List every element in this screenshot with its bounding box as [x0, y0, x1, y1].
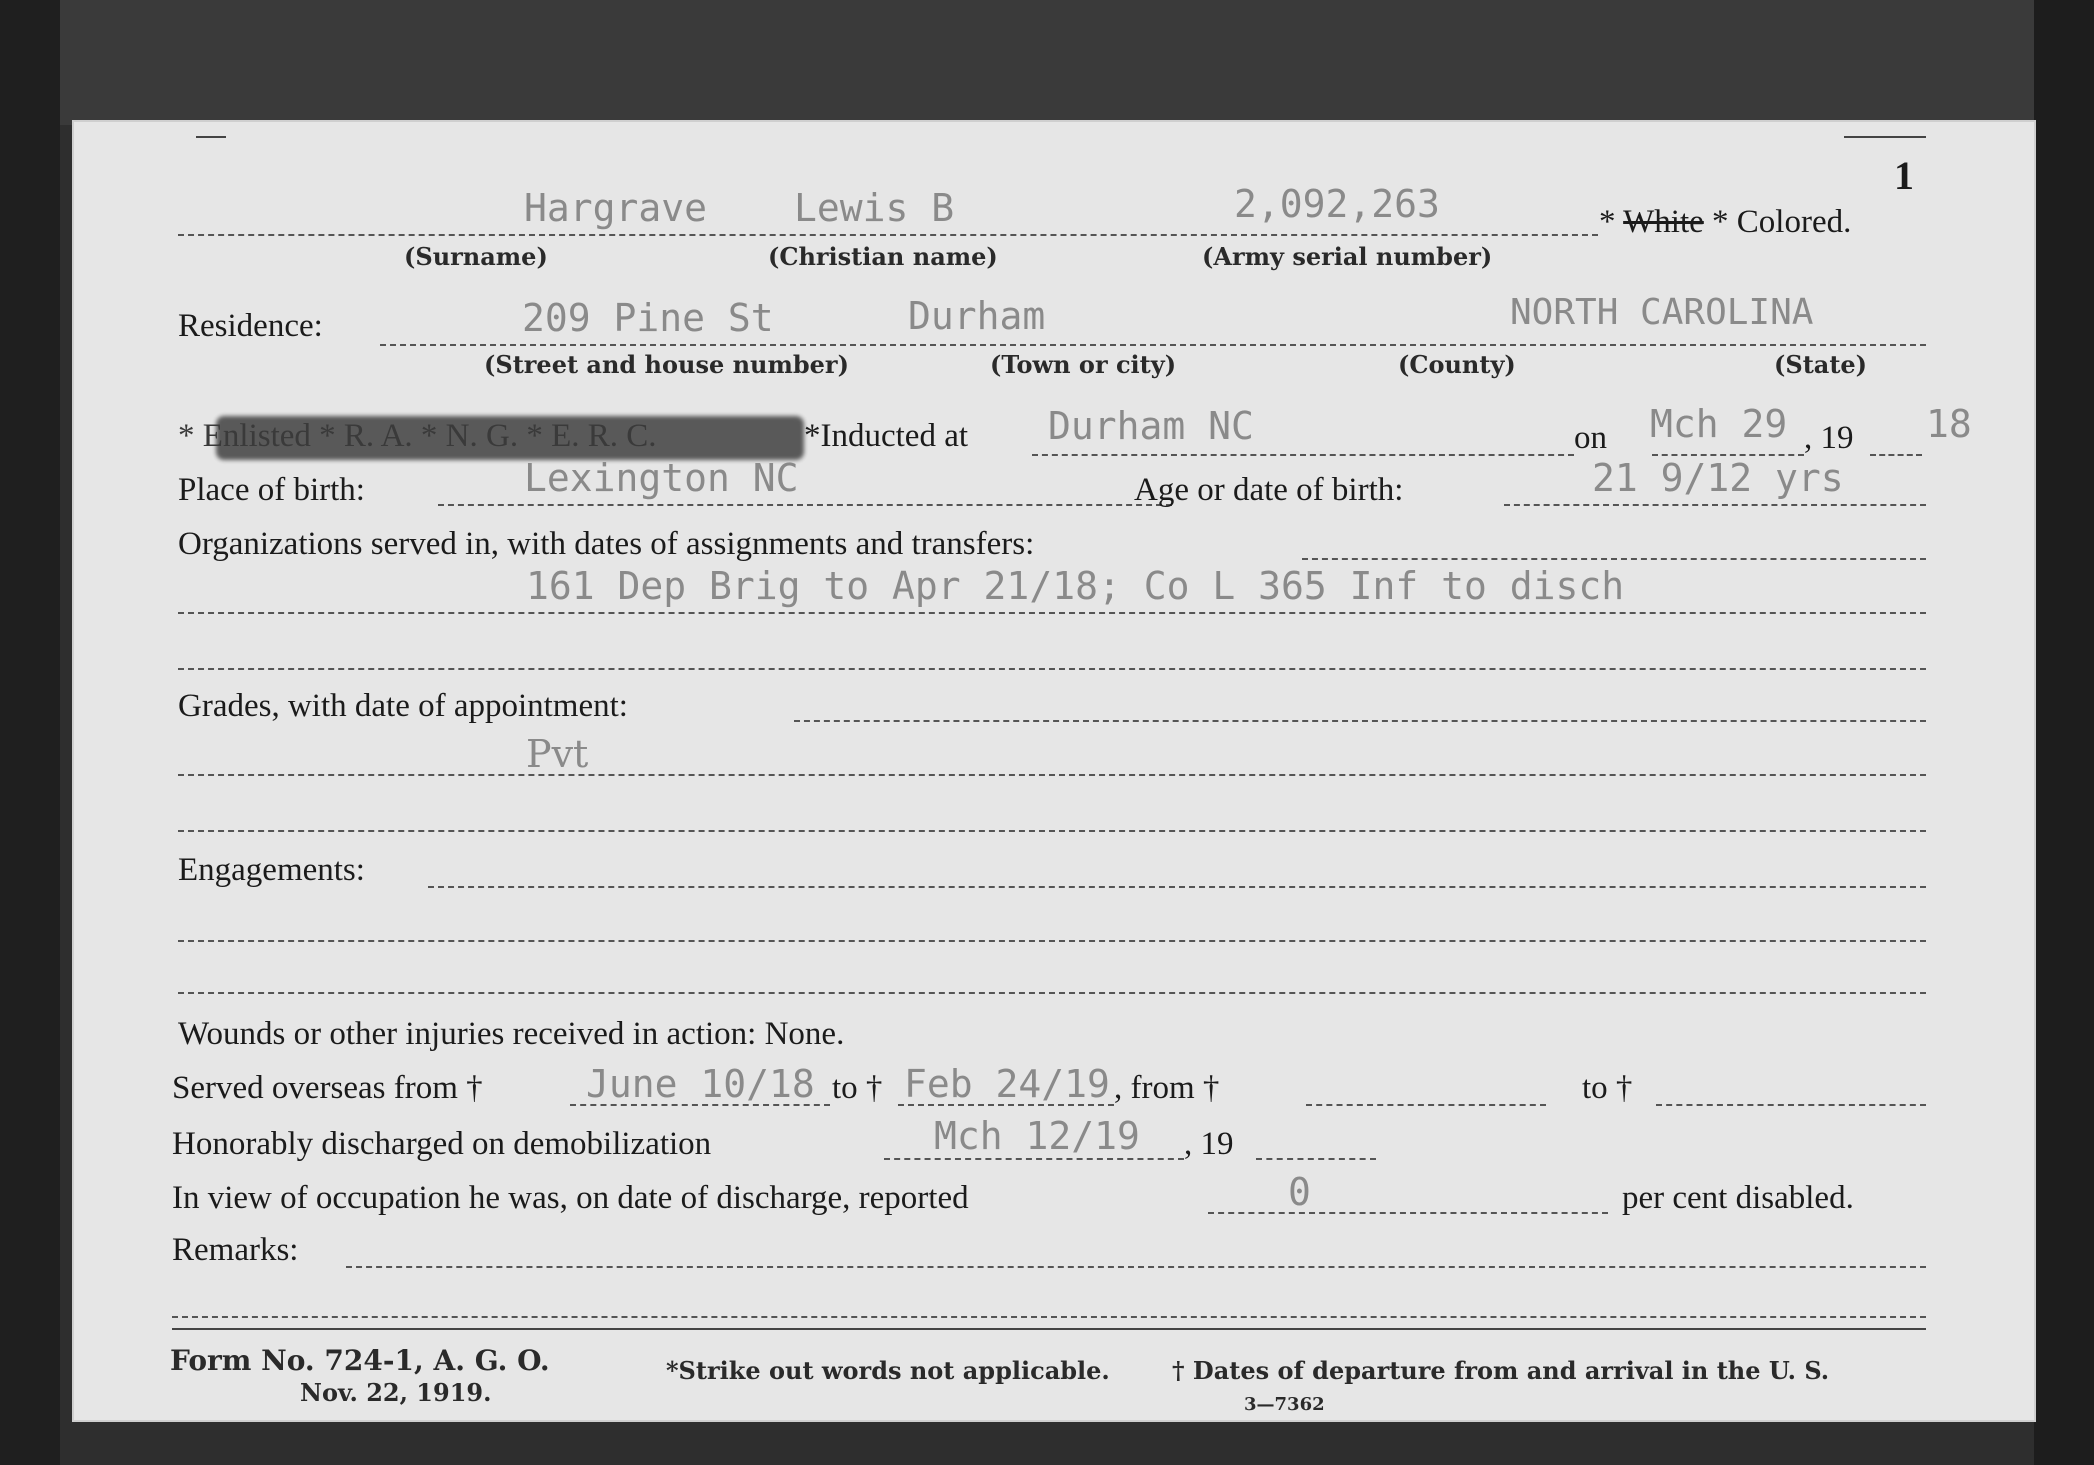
overseas-to2-label: to †	[1582, 1070, 1633, 1106]
overseas-to-line	[898, 1104, 1114, 1106]
on-label: on	[1574, 420, 1607, 456]
organizations-line-3	[178, 668, 1926, 670]
service-record-card	[74, 122, 2034, 1420]
age-line	[1504, 504, 1926, 506]
name-line	[178, 234, 1598, 236]
disabled-label: per cent disabled.	[1622, 1180, 1854, 1216]
race-colored: Colored.	[1736, 204, 1852, 240]
age-label: Age or date of birth:	[1134, 472, 1404, 508]
enlisted-options: * Enlisted * R. A. * N. G. * E. R. C.	[178, 418, 657, 454]
discharge-label: Honorably discharged on demobilization	[172, 1126, 712, 1162]
year-line	[1870, 454, 1922, 456]
inducted-line	[1032, 454, 1574, 456]
footnote-strike: *Strike out words not applicable.	[666, 1356, 1110, 1385]
caption-town: (Town or city)	[990, 350, 1177, 379]
overseas-from2-label: , from †	[1114, 1070, 1220, 1106]
scanner-background-top	[0, 0, 2094, 125]
grades-line-3	[178, 830, 1926, 832]
overseas-from-value: June 10/18	[586, 1062, 815, 1106]
age-value: 21 9/12 yrs	[1592, 456, 1844, 500]
footnote-dates: † Dates of departure from and arrival in the U. S.	[1172, 1356, 1830, 1385]
grades-line-1	[794, 720, 1926, 722]
engagements-line-3	[178, 992, 1926, 994]
grades-value: Pvt	[526, 732, 589, 776]
year-prefix: , 19	[1804, 420, 1854, 456]
christian-name-value: Lewis B	[794, 186, 955, 230]
serial-number-value: 2,092,263	[1234, 182, 1440, 226]
surname-value: Hargrave	[524, 186, 708, 230]
form-date: Nov. 22, 1919.	[300, 1378, 492, 1407]
birth-place-line	[438, 504, 1172, 506]
caption-county: (County)	[1398, 350, 1516, 379]
street-value: 209 Pine St	[522, 296, 774, 340]
caption-christian-name: (Christian name)	[768, 242, 998, 271]
organizations-value: 161 Dep Brig to Apr 21/18; Co L 365 Inf to disch	[526, 564, 1625, 608]
corner-mark-right	[1844, 136, 1926, 138]
inducted-label: *Inducted at	[804, 418, 969, 454]
caption-serial-number: (Army serial number)	[1202, 242, 1493, 271]
corner-mark-left	[196, 136, 226, 138]
caption-street: (Street and house number)	[484, 350, 849, 379]
card-number: 1	[1894, 153, 1914, 198]
overseas-from-label: Served overseas from †	[172, 1070, 483, 1106]
grades-line-2	[178, 774, 1926, 776]
birth-place-value: Lexington NC	[524, 456, 799, 500]
grades-label: Grades, with date of appointment:	[178, 688, 628, 724]
induction-year-value: 18	[1926, 402, 1972, 446]
caption-state: (State)	[1774, 350, 1868, 379]
state-value: NORTH CAROLINA	[1510, 292, 1814, 333]
discharge-date-line	[884, 1158, 1184, 1160]
inducted-place-value: Durham NC	[1048, 404, 1254, 448]
overseas-from-line	[570, 1104, 830, 1106]
discharge-date-value: Mch 12/19	[934, 1114, 1140, 1158]
remarks-label: Remarks:	[172, 1232, 299, 1268]
organizations-label: Organizations served in, with dates of assignments and transfers:	[178, 526, 1035, 562]
race-options: * White * Colored.	[1599, 204, 1852, 240]
engagements-label: Engagements:	[178, 852, 365, 888]
remarks-line-1	[346, 1266, 1926, 1268]
wounds-label: Wounds or other injuries received in action: None.	[178, 1016, 845, 1052]
town-value: Durham	[908, 294, 1046, 338]
overseas-to-value: Feb 24/19	[904, 1062, 1110, 1106]
print-code: 3—7362	[1244, 1394, 1325, 1415]
percent-line	[1208, 1212, 1608, 1214]
organizations-line-2	[178, 612, 1926, 614]
footer-rule	[172, 1328, 1926, 1330]
organizations-line-1	[1302, 558, 1926, 560]
discharge-year-prefix: , 19	[1184, 1126, 1234, 1162]
overseas-from2-line	[1306, 1104, 1546, 1106]
form-number: Form No. 724-1, A. G. O.	[170, 1344, 550, 1377]
residence-line	[380, 344, 1926, 346]
residence-label: Residence:	[178, 308, 323, 344]
overseas-to2-line	[1656, 1104, 1926, 1106]
engagements-line-2	[178, 940, 1926, 942]
scanner-background-left	[0, 0, 60, 1465]
remarks-line-2	[172, 1316, 1926, 1318]
discharge-year-line	[1256, 1158, 1376, 1160]
race-white: White	[1623, 204, 1704, 240]
occupation-label: In view of occupation he was, on date of discharge, reported	[172, 1180, 969, 1216]
induction-date-value: Mch 29	[1650, 402, 1788, 446]
caption-surname: (Surname)	[404, 242, 548, 271]
percent-disabled-value: 0	[1288, 1170, 1311, 1214]
scanner-background-right	[2034, 0, 2094, 1465]
engagements-line-1	[428, 886, 1926, 888]
overseas-to-label: to †	[832, 1070, 883, 1106]
birth-place-label: Place of birth:	[178, 472, 365, 508]
